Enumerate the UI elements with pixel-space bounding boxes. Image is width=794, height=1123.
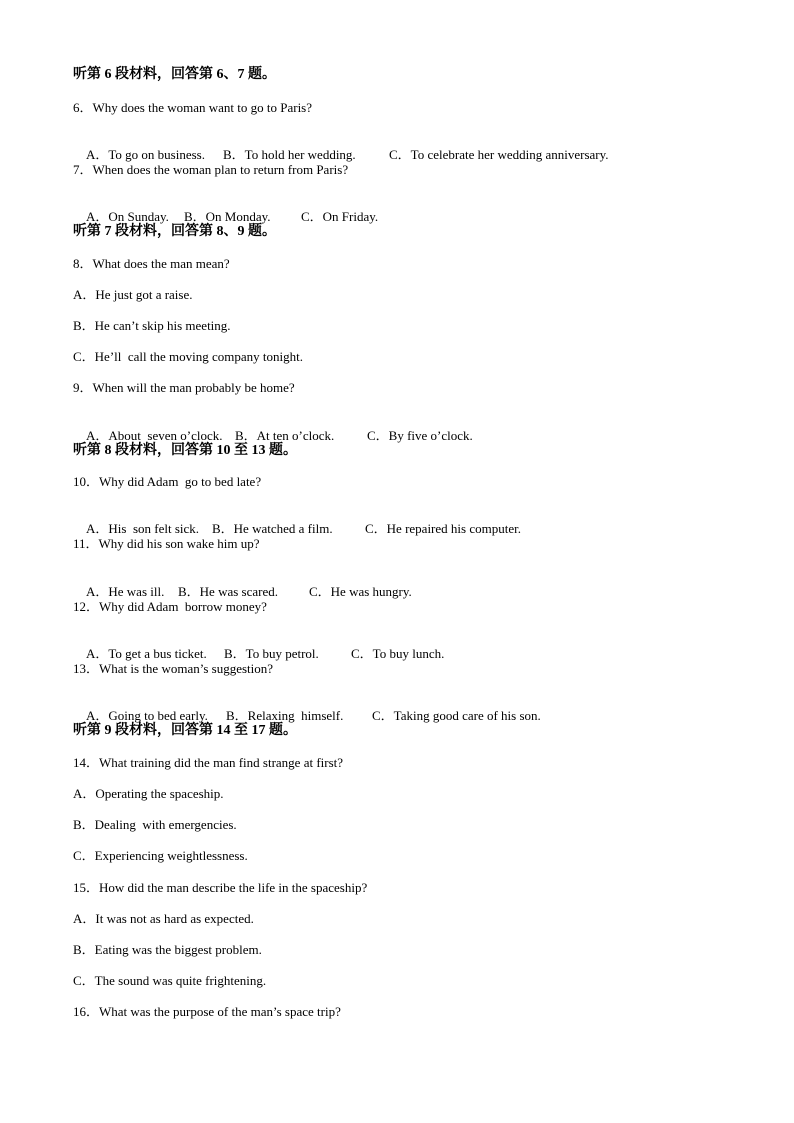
section-heading-8: 听第 8 段材料，回答第 10 至 13 题。 xyxy=(73,443,297,458)
option-10c: C．He repaired his computer. xyxy=(365,521,521,536)
option-9a: A．About seven o’clock. xyxy=(86,428,223,443)
section-heading-9: 听第 9 段材料，回答第 14 至 17 题。 xyxy=(73,723,297,738)
option-11a: A．He was ill. xyxy=(86,584,165,599)
option-12b: B．To buy petrol. xyxy=(224,646,319,661)
option-6a: A．To go on business. xyxy=(86,147,205,162)
question-6: 6．Why does the woman want to go to Paris? xyxy=(73,100,313,115)
option-14c: C．Experiencing weightlessness. xyxy=(73,848,248,863)
option-7a: A．On Sunday. xyxy=(86,209,169,224)
option-8c: C．He’ll call the moving company tonight. xyxy=(73,349,303,364)
options-13 xyxy=(73,692,541,723)
options-10 xyxy=(73,505,521,536)
option-15c: C．The sound was quite frightening. xyxy=(73,973,267,988)
option-9b: B．At ten o’clock. xyxy=(235,428,335,443)
question-14: 14．What training did the man find strange at first? xyxy=(73,755,344,770)
options-7 xyxy=(73,193,379,224)
option-11b: B．He was scared. xyxy=(178,584,278,599)
question-13: 13．What is the woman’s suggestion? xyxy=(73,661,274,676)
question-16: 16．What was the purpose of the man’s space trip? xyxy=(73,1004,341,1019)
option-9c: C．By five o’clock. xyxy=(367,428,473,443)
question-7: 7．When does the woman plan to return from Paris? xyxy=(73,162,349,177)
options-11 xyxy=(73,568,412,599)
question-11: 11．Why did his son wake him up? xyxy=(73,536,260,551)
option-8a: A．He just got a raise. xyxy=(73,287,193,302)
option-15b: B．Eating was the biggest problem. xyxy=(73,942,262,957)
option-12c: C．To buy lunch. xyxy=(351,646,445,661)
question-8: 8．What does the man mean? xyxy=(73,256,230,271)
options-9 xyxy=(73,412,473,443)
option-15a: A．It was not as hard as expected. xyxy=(73,911,254,926)
section-heading-6: 听第 6 段材料，回答第 6、7 题。 xyxy=(73,67,276,82)
option-7c: C．On Friday. xyxy=(301,209,379,224)
option-13c: C．Taking good care of his son. xyxy=(372,708,541,723)
option-10a: A．His son felt sick. xyxy=(86,521,200,536)
question-12: 12．Why did Adam borrow money? xyxy=(73,599,267,614)
question-9: 9．When will the man probably be home? xyxy=(73,380,295,395)
options-12 xyxy=(73,630,445,661)
option-10b: B．He watched a film. xyxy=(212,521,333,536)
option-14b: B．Dealing with emergencies. xyxy=(73,817,237,832)
option-13a: A．Going to bed early. xyxy=(86,708,208,723)
option-13b: B．Relaxing himself. xyxy=(226,708,344,723)
option-12a: A．To get a bus ticket. xyxy=(86,646,207,661)
option-7b: B．On Monday. xyxy=(184,209,271,224)
question-15: 15．How did the man describe the life in the spaceship? xyxy=(73,880,368,895)
options-6 xyxy=(73,131,609,162)
option-8b: B．He can’t skip his meeting. xyxy=(73,318,231,333)
option-6b: B．To hold her wedding. xyxy=(223,147,356,162)
option-11c: C．He was hungry. xyxy=(309,584,412,599)
question-10: 10．Why did Adam go to bed late? xyxy=(73,474,262,489)
section-heading-7: 听第 7 段材料，回答第 8、9 题。 xyxy=(73,224,276,239)
option-14a: A．Operating the spaceship. xyxy=(73,786,224,801)
option-6c: C．To celebrate her wedding anniversary. xyxy=(389,147,609,162)
